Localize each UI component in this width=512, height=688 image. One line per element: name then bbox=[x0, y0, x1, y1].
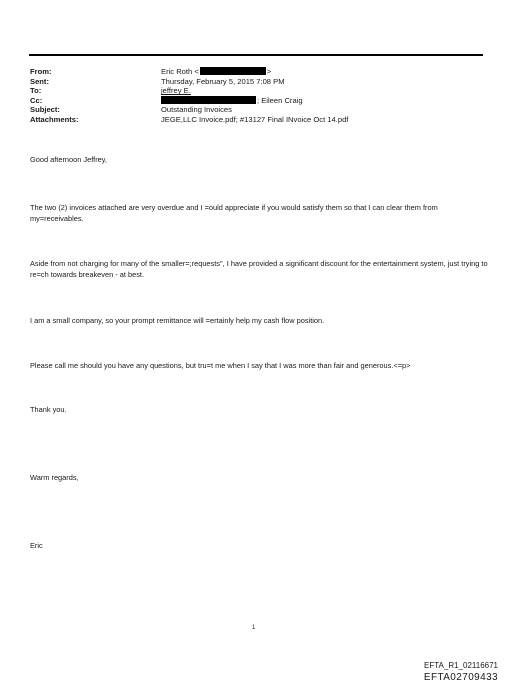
cc-row bbox=[30, 96, 490, 106]
subject-row bbox=[30, 105, 490, 115]
attachments-label: Attachments: bbox=[30, 114, 79, 124]
signature: Eric bbox=[30, 541, 43, 550]
from-label: From: bbox=[30, 67, 52, 76]
body-paragraph-4: Please call me should you have any questions, but tru=t me when I say that I was more than fair and generous.<=p> bbox=[30, 361, 411, 370]
to-row bbox=[30, 86, 490, 96]
header-rule bbox=[29, 54, 483, 56]
cc-value bbox=[161, 96, 303, 106]
from-end: > bbox=[266, 67, 272, 76]
body-paragraph-2: Aside from not charging for many of the smaller=;requests", I have provided a significant discount for the entertainment system, just trying to re=ch towards breakeven - at best. bbox=[30, 259, 488, 279]
redaction-box bbox=[200, 67, 266, 75]
sent-label: Sent: bbox=[30, 76, 49, 86]
footer-doc-id-2: EFTA02709433 bbox=[423, 672, 498, 683]
sent-row bbox=[30, 77, 490, 87]
subject-label: Subject: bbox=[30, 105, 60, 115]
to-value bbox=[161, 86, 191, 96]
greeting: Good afternoon Jeffrey, bbox=[30, 155, 107, 164]
subject-value: Outstanding Invoices bbox=[161, 105, 232, 115]
cc-label: Cc: bbox=[30, 95, 43, 105]
to-name: jeffrey E. bbox=[161, 86, 191, 96]
cc-name: ; Eileen Craig bbox=[257, 95, 303, 105]
page-number: 1 bbox=[252, 625, 256, 631]
attachments-row bbox=[30, 115, 490, 125]
footer-doc-id-1: EFTA_R1_02116671 bbox=[424, 661, 498, 670]
email-header bbox=[30, 67, 490, 125]
body-paragraph-3: I am a small company, so your prompt remittance will =ertainly help my cash flow position. bbox=[30, 316, 325, 325]
from-value bbox=[161, 67, 271, 77]
body-paragraph-1: The two (2) invoices attached are very overdue and I =ould appreciate if you would satisfy them so that I can clear them from my=receivables. bbox=[30, 203, 438, 223]
from-name: Eric Roth < bbox=[161, 67, 199, 76]
closing-line: Warm regards, bbox=[30, 473, 79, 482]
redaction-box bbox=[161, 96, 256, 104]
from-row bbox=[30, 67, 490, 77]
to-label: To: bbox=[30, 86, 42, 96]
sent-value: Thursday, February 5, 2015 7:08 PM bbox=[161, 76, 285, 86]
thanks-line: Thank you. bbox=[30, 405, 67, 414]
attachments-value: JEGE,LLC Invoice.pdf; #13127 Final INvoice Oct 14.pdf bbox=[161, 114, 349, 124]
